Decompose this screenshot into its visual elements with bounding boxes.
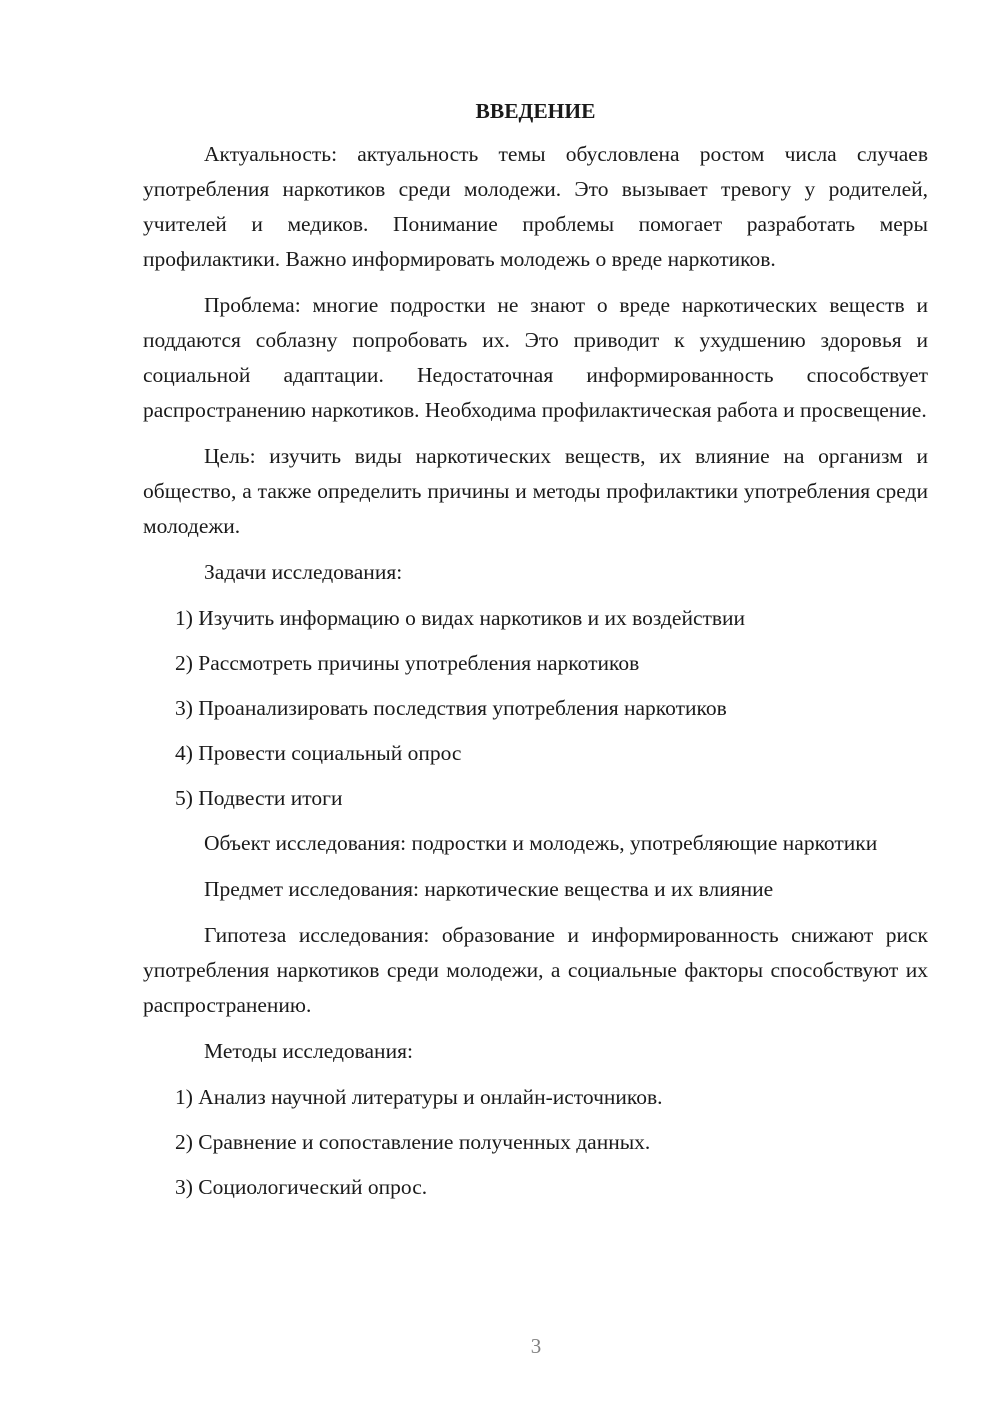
method-item-1: 1) Анализ научной литературы и онлайн-источников.: [175, 1085, 663, 1109]
tasks-heading: Задачи исследования:: [204, 560, 403, 584]
task-item-5: 5) Подвести итоги: [175, 786, 343, 810]
task-item-4: 4) Провести социальный опрос: [175, 741, 462, 765]
document-page: [143, 96, 928, 1215]
page-title: ВВЕДЕНИЕ: [475, 99, 596, 123]
object-paragraph: Объект исследования: подростки и молодежь, употребляющие наркотики: [204, 831, 878, 855]
relevance-paragraph: Актуальность: актуальность темы обусловлена ростом числа случаев употребления наркотиков среди молодежи. Это вызывает тревогу у родителей, учителей и медиков. Понимание проблемы помогает разработать меры профилактики. Важно информировать молодежь о вреде наркотиков.: [143, 142, 928, 271]
problem-paragraph: Проблема: многие подростки не знают о вреде наркотических веществ и поддаются соблазну попробовать их. Это приводит к ухудшению здоровья и социальной адаптации. Недостаточная информированность способствует распространению наркотиков. Необходима профилактическая работа и просвещение.: [143, 293, 928, 422]
goal-paragraph: Цель: изучить виды наркотических веществ, их влияние на организм и общество, а также определить причины и методы профилактики употребления среди молодежи.: [143, 444, 928, 538]
task-item-3: 3) Проанализировать последствия употребления наркотиков: [175, 696, 727, 720]
page-number: 3: [530, 1334, 542, 1358]
task-item-1: 1) Изучить информацию о видах наркотиков и их воздействии: [175, 606, 746, 630]
subject-paragraph: Предмет исследования: наркотические вещества и их влияние: [204, 877, 774, 901]
hypothesis-paragraph: Гипотеза исследования: образование и информированность снижают риск употребления наркотиков среди молодежи, а социальные факторы способствуют их распространению.: [143, 923, 928, 1017]
method-item-3: 3) Социологический опрос.: [175, 1175, 428, 1199]
methods-heading: Методы исследования:: [204, 1039, 413, 1063]
task-item-2: 2) Рассмотреть причины употребления наркотиков: [175, 651, 640, 675]
method-item-2: 2) Сравнение и сопоставление полученных данных.: [175, 1130, 651, 1154]
